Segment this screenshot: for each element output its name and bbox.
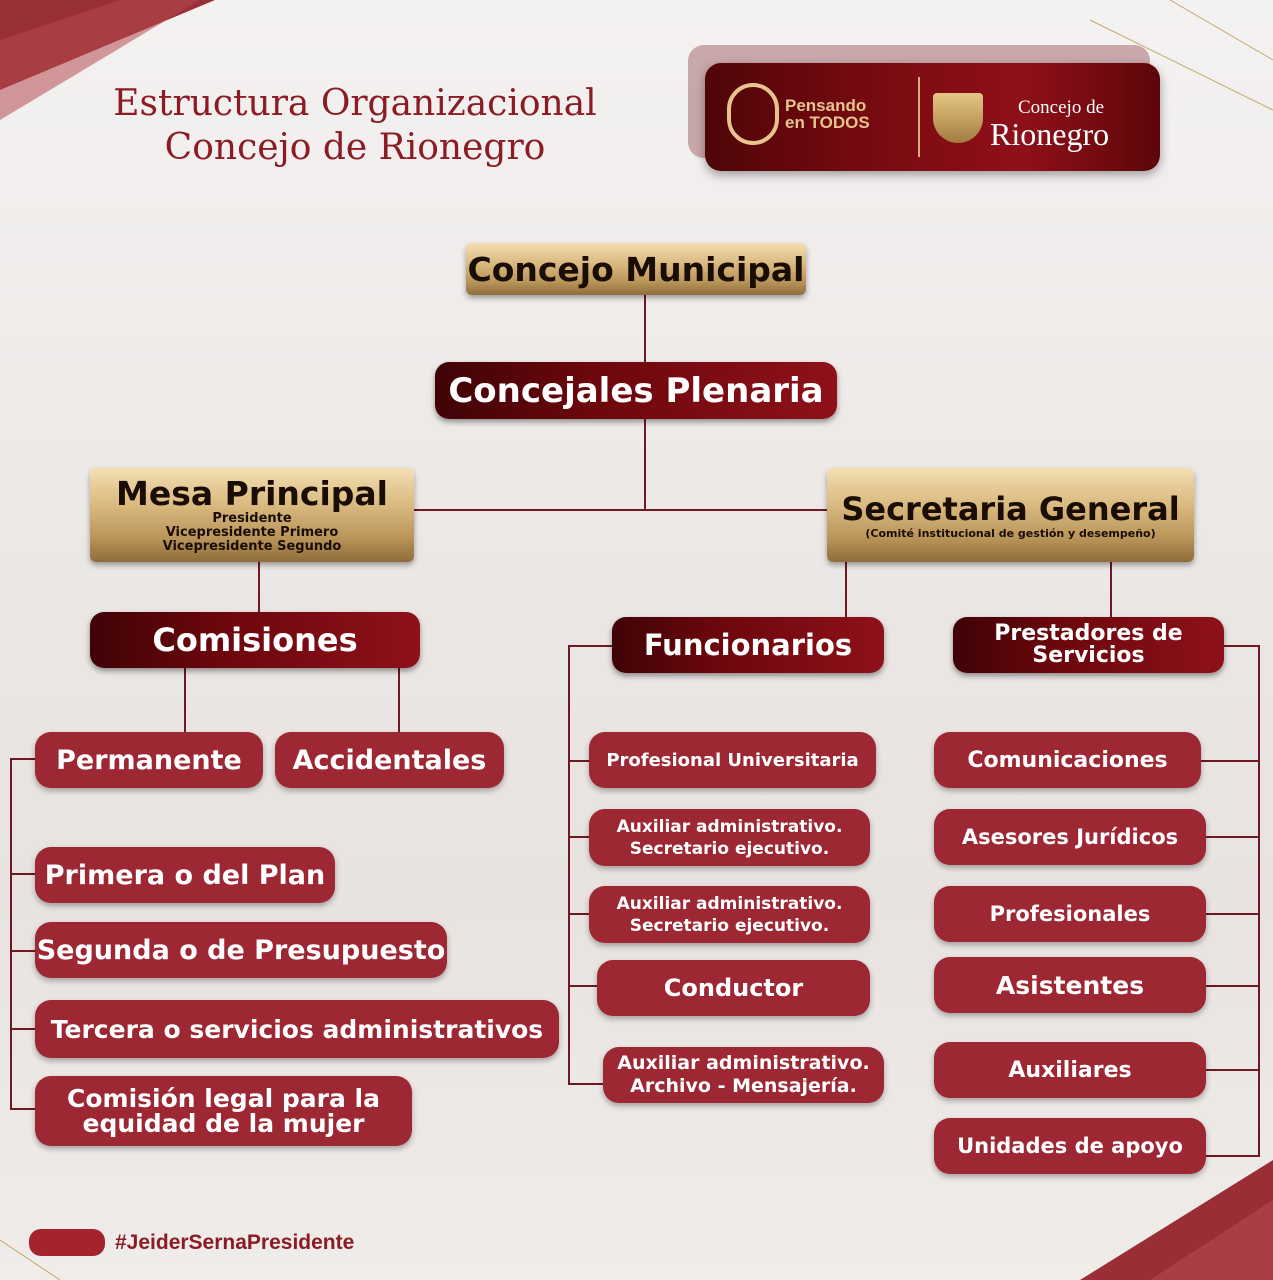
hashtag-text: #JeiderSernaPresidente: [115, 1231, 355, 1254]
prestador-item: Comunicaciones: [934, 732, 1201, 788]
connector-line: [10, 1028, 38, 1030]
hashtag-pill: [29, 1229, 105, 1256]
funcionario-item: Auxiliar administrativo. Secretario ejecutivo.: [589, 886, 870, 943]
secretaria-general-box: Secretaria General (Comité institucional de gestión y desempeño): [827, 468, 1194, 562]
comision-item: Comisión legal para la equidad de la mujer: [35, 1076, 412, 1146]
connector-line: [1258, 645, 1260, 1157]
connector-line: [1205, 1069, 1260, 1071]
prestador-item: Auxiliares: [934, 1042, 1206, 1098]
connector-line: [1205, 836, 1260, 838]
prestador-item: Asesores Jurídicos: [934, 809, 1206, 865]
concejo-rionegro-logo: Concejo de Rionegro: [990, 97, 1110, 152]
funcionarios-box: Funcionarios: [612, 617, 884, 673]
connector-line: [568, 760, 590, 762]
connector-line: [1205, 985, 1260, 987]
prestador-item: Profesionales: [934, 886, 1206, 942]
comision-item: Segunda o de Presupuesto: [35, 922, 447, 978]
comision-item: Primera o del Plan: [35, 847, 335, 903]
connector-line: [258, 562, 260, 612]
prestador-item: Asistentes: [934, 957, 1206, 1013]
comisiones-box: Comisiones: [90, 612, 420, 668]
connector-line: [10, 758, 12, 1110]
connector-line: [1205, 913, 1260, 915]
connector-line: [568, 985, 598, 987]
connector-line: [644, 295, 646, 365]
connector-line: [568, 913, 590, 915]
connector-line: [1205, 1155, 1260, 1157]
prestadores-de-servicios-box: Prestadores de Servicios: [953, 617, 1224, 673]
title-line-1: Estructura Organizacional: [113, 83, 597, 124]
mesa-principal-box: Mesa Principal Presidente Vicepresidente Primero Vicepresidente Segundo: [90, 468, 414, 562]
connector-line: [410, 509, 828, 511]
connector-line: [1200, 760, 1260, 762]
connector-line: [184, 668, 186, 732]
header-logo: [705, 63, 1160, 171]
thumbs-up-icon: [727, 83, 779, 145]
prestador-item: Unidades de apoyo: [934, 1118, 1206, 1174]
comision-item: Tercera o servicios administrativos: [35, 1000, 559, 1058]
connector-line: [845, 562, 847, 617]
connector-line: [10, 873, 38, 875]
concejales-plenaria-box: Concejales Plenaria: [435, 362, 837, 419]
connector-line: [1222, 645, 1260, 647]
page-title: [60, 82, 650, 170]
coat-of-arms-icon: [933, 93, 983, 143]
connector-line: [568, 836, 590, 838]
funcionario-item: Auxiliar administrativo. Archivo - Mensajería.: [603, 1047, 884, 1103]
connector-line: [10, 1108, 38, 1110]
mesa-principal-title: Mesa Principal: [116, 474, 388, 513]
connector-line: [568, 645, 614, 647]
concejo-municipal-box: Concejo Municipal: [466, 243, 806, 295]
connector-line: [10, 758, 38, 760]
funcionario-item: Conductor: [597, 960, 870, 1016]
logo-divider: [918, 77, 920, 157]
connector-line: [10, 950, 38, 952]
funcionario-item: Auxiliar administrativo. Secretario ejecutivo.: [589, 809, 870, 866]
connector-line: [568, 1083, 604, 1085]
permanente-box: Permanente: [35, 732, 263, 788]
accidentales-box: Accidentales: [275, 732, 504, 788]
pensando-en-todos-logo: Pensando en TODOS: [785, 96, 870, 132]
connector-line: [568, 645, 570, 1085]
secretaria-general-title: Secretaria General: [841, 489, 1180, 528]
connector-line: [398, 668, 400, 732]
title-line-2: Concejo de Rionegro: [164, 127, 546, 168]
connector-line: [1110, 562, 1112, 617]
funcionario-item: Profesional Universitaria: [589, 732, 876, 788]
connector-line: [644, 418, 646, 510]
